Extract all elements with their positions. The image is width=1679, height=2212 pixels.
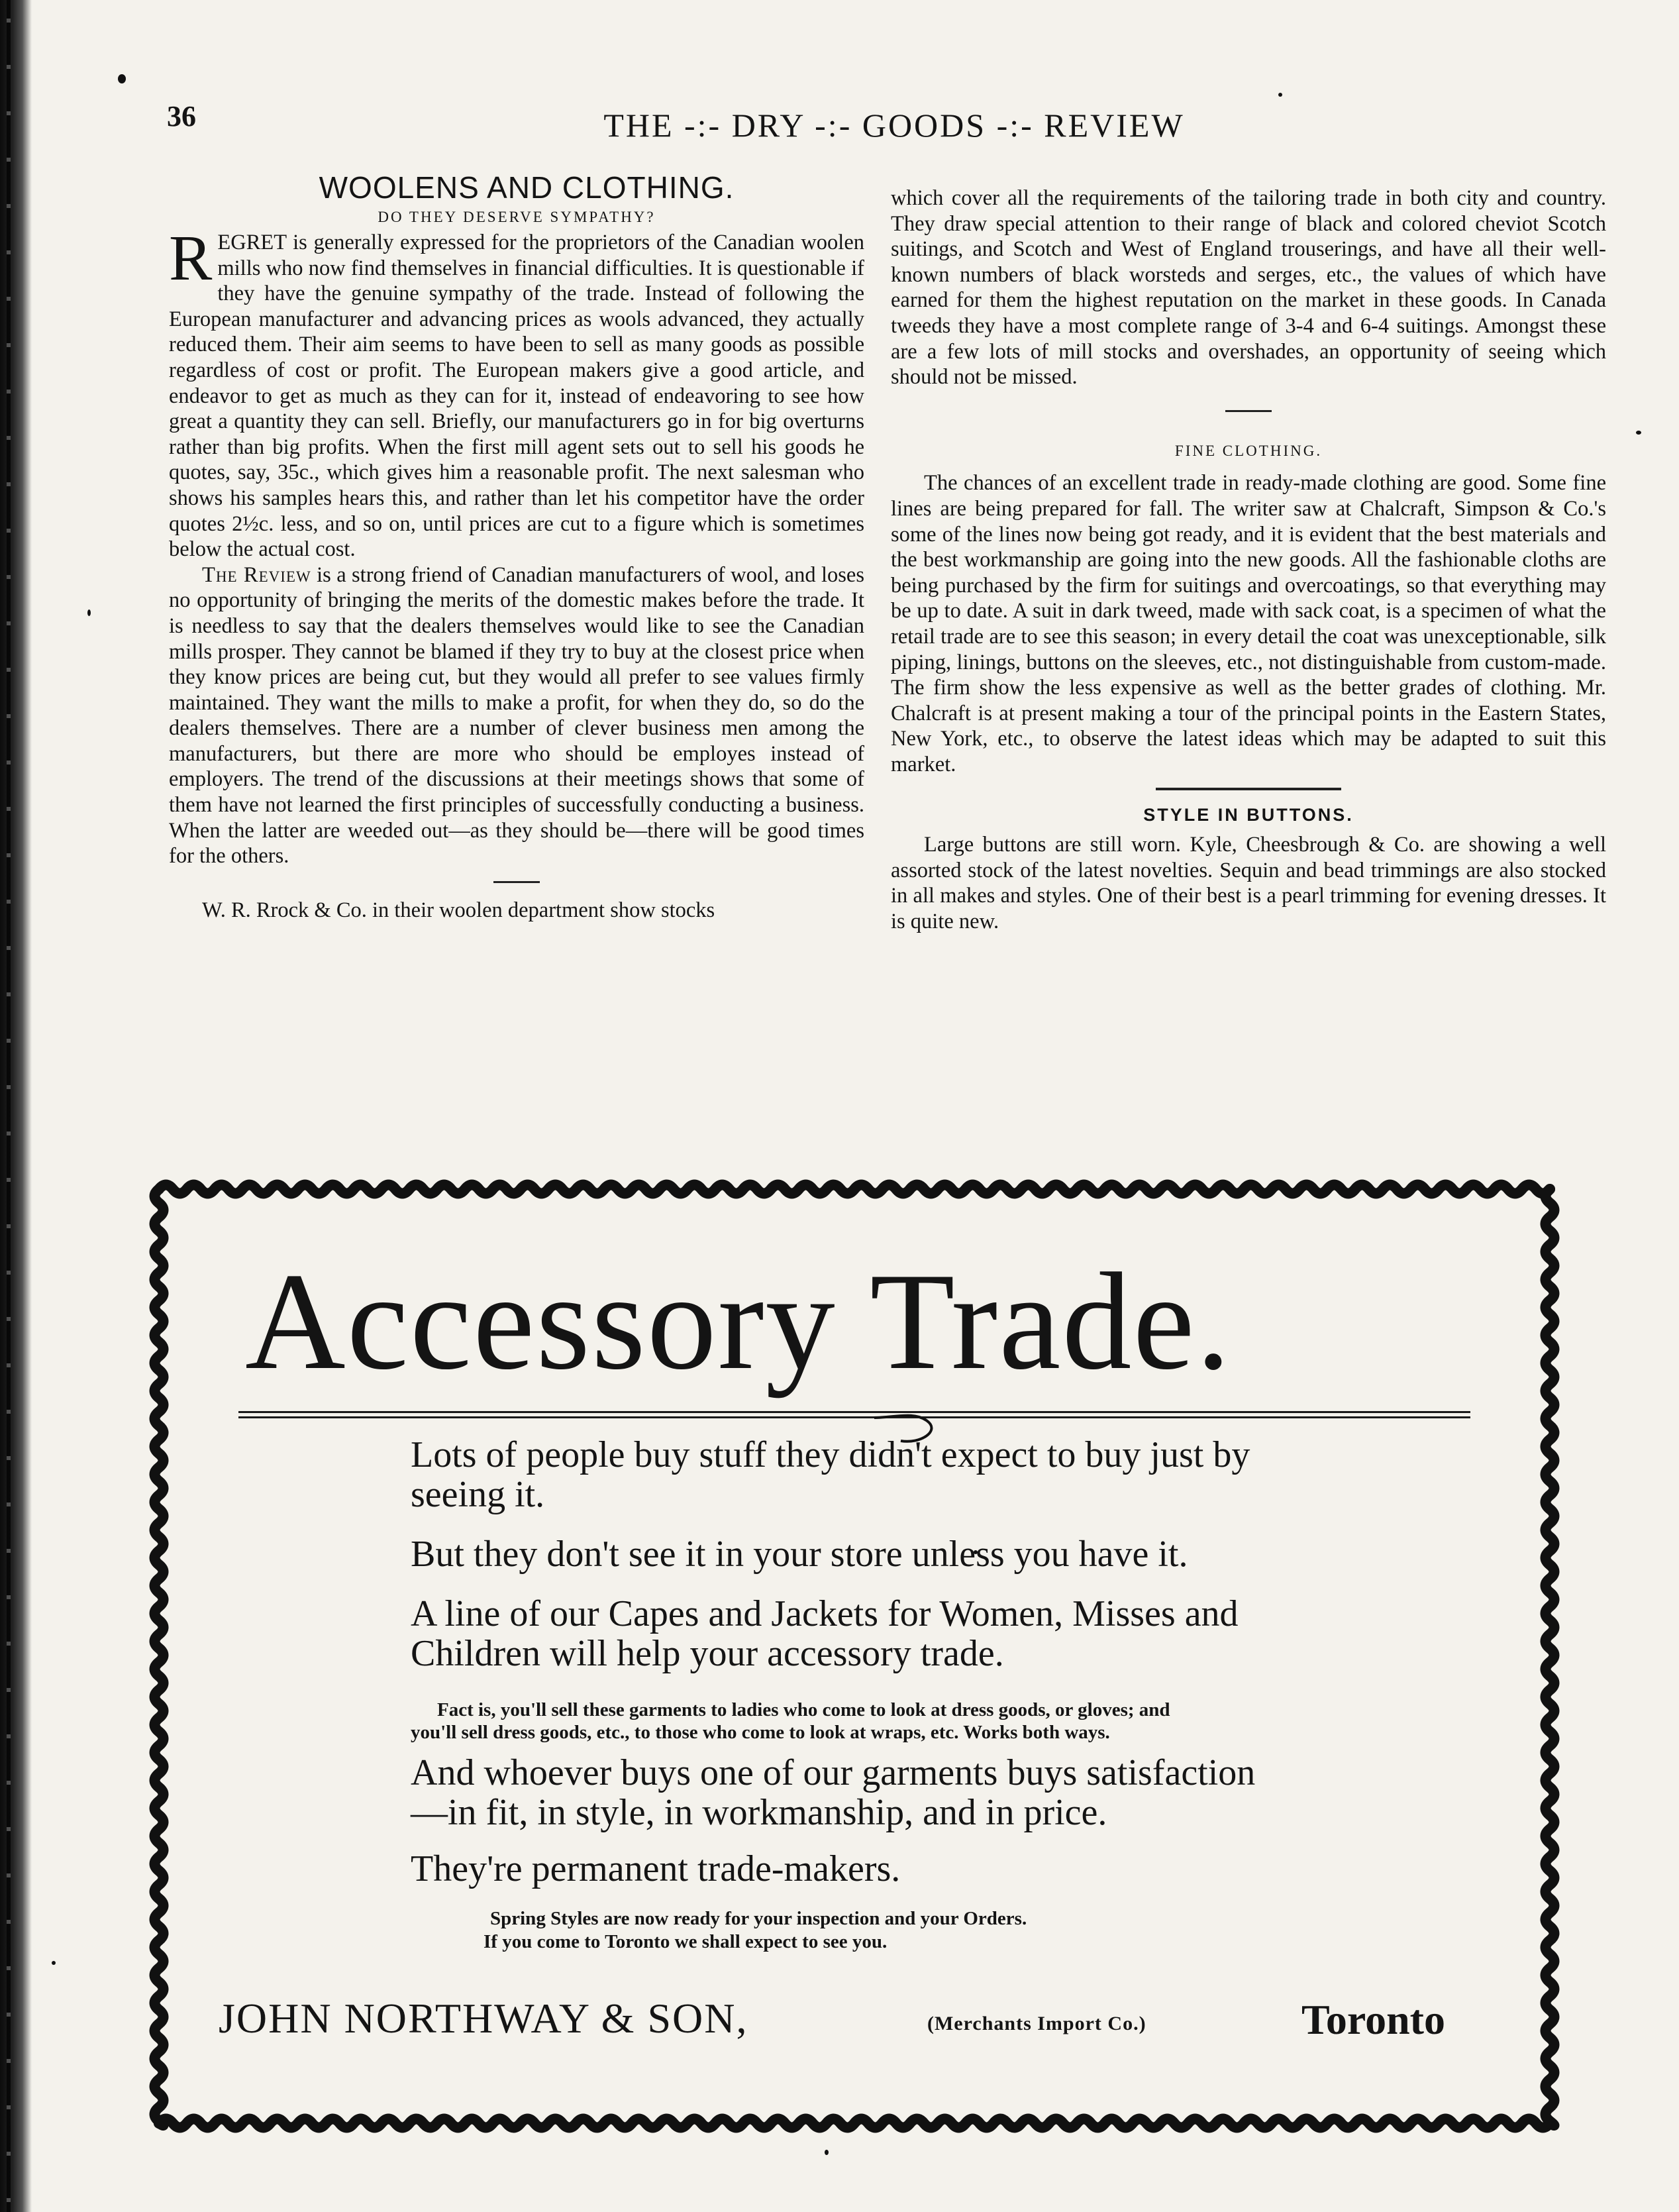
advertiser-subtitle: (Merchants Import Co.) [927, 2013, 1146, 2034]
double-rule [238, 1411, 1470, 1424]
article-paragraph: Large buttons are still worn. Kyle, Cheesbrough & Co. are showing a well assorted stock of the latest novelties. Sequin and bead trimmings are also stocked in all makes and styles. One of their best is a pearl trimming for evening dresses. It is quite new. [891, 833, 1606, 933]
right-column [891, 185, 1606, 934]
section-divider [1225, 410, 1272, 412]
ad-copy-line: And whoever buys one of our garments buys satisfaction [411, 1752, 1256, 1793]
article-subtitle: DO THEY DESERVE SYMPATHY? [378, 209, 656, 225]
ad-copy-line: A line of our Capes and Jackets for Women, Misses and [411, 1593, 1239, 1634]
article-paragraph: The Review is a strong friend of Canadian manufacturers of wool, and loses no opportunity of bringing the merits of the domestic makes before the trade. It is needless to say that the dealers themselves would like to see the Canadian mills prosper. They cannot be blamed if they try to buy at the closest price when they know prices are being cut, but they would all prefer to see values firmly maintained. They want the mills to make a profit, for when they do, so do the dealers themselves. There are a number of clever business men among the manufacturers, but there are more who should be employes instead of employers. The trend of the discussions at their meetings shows that some of them have not learned the first principles of successfully conducting a business. When the latter are weeded out—as they should be—there will be good times for the others. [169, 562, 864, 869]
section-divider [493, 881, 540, 883]
ink-speck [87, 609, 91, 616]
article-paragraph: which cover all the requirements of the tailoring trade in both city and country. They draw special attention to their range of black and colored cheviot Scotch suitings, and Scotch and West of England trouserings, and have all their well-known numbers of black worsteds and serges, etc., the values of which have earned for them the highest reputation on the market in these goods. In Canada tweeds they have a most complete range of 3-4 and 6-4 suitings. Amongst these are a few lots of mill stocks and overshades, an opportunity of seeing which should not be missed. [891, 186, 1606, 390]
ad-copy-line: Lots of people buy stuff they didn't expect to buy just by [411, 1434, 1250, 1475]
page-number: 36 [167, 100, 196, 132]
ink-speck [52, 1961, 56, 1965]
ad-fine-print: If you come to Toronto we shall expect to see you. [483, 1931, 888, 1952]
ad-fine-print: Fact is, you'll sell these garments to ladies who come to look at dress goods, or gloves; and [437, 1699, 1170, 1720]
drop-cap: R [169, 223, 213, 294]
advertiser-name: JOHN NORTHWAY & SON, [219, 1995, 748, 2042]
section-heading: STYLE IN BUTTONS. [1143, 805, 1354, 825]
advertiser-city: Toronto [1301, 1996, 1445, 2043]
left-column [169, 169, 864, 923]
section-divider [1156, 788, 1341, 790]
ink-speck [1636, 431, 1641, 435]
ad-copy-line: Children will help your accessory trade. [411, 1633, 1004, 1674]
article-paragraph: The chances of an excellent trade in ready-made clothing are good. Some fine lines are being prepared for fall. The writer saw at Chalcraft, Simpson & Co.'s some of the lines now being got ready, and it is evident that the best materials and the best workmanship are going into the new goods. All the fashionable cloths are being purchased by the firm for suitings and overcoatings, so that everything may be up to date. A suit in dark tweed, made with sack coat, is a specimen of what the retail trade are to see this season; in every detail the coat was unexceptionable, silk piping, linings, buttons on the sleeves, etc., not distinguishable from custom-made. The firm show the less expensive as well as the better grades of clothing. Mr. Chalcraft is at present making a tour of the principal points in the Eastern States, New York, etc., to observe the latest ideas which may be adapted to suit this market. [891, 471, 1606, 776]
ad-copy-line: They're permanent trade-makers. [411, 1848, 901, 1889]
binding-edge [0, 0, 32, 2212]
ad-fine-print: you'll sell dress goods, etc., to those who come to look at wraps, etc. Works both ways. [411, 1722, 1110, 1743]
running-head: THE -:- DRY -:- GOODS -:- REVIEW [603, 107, 1185, 144]
article-paragraph: W. R. Rrock & Co. in their woolen department show stocks [202, 898, 715, 922]
ink-speck [825, 2150, 829, 2155]
ad-fine-print: Spring Styles are now ready for your inspection and your Orders. [490, 1908, 1027, 1929]
article-paragraph: REGRET is generally expressed for the proprietors of the Canadian woolen mills who now find themselves in financial difficulties. It is questionable if they have the genuine sympathy of the trade. Instead of following the European manufacturer and advancing prices as wools advanced, they actually reduced them. Their aim seems to have been to sell as many goods as possible regardless of cost or profit. The European makers give a good article, and endeavor to get as much as they can for it, instead of endeavoring to see how great a quantity they can sell. Briefly, our manufacturers go in for big overturns rather than big profits. When the first mill agent sets out to sell his goods he quotes, say, 35c., which gives him a reasonable profit. The next salesman who shows his samples hears this, and rather than let his competitor have the order quotes 2½c. less, and so on, until prices are cut to a figure which is sometimes below the actual cost. [169, 223, 864, 562]
ad-headline: Accessory Trade. [245, 1245, 1233, 1398]
ink-speck [1278, 93, 1282, 97]
ad-copy-line: But they don't see it in your store unless you have it. [411, 1534, 1188, 1575]
advertisement-box [146, 1176, 1563, 2136]
article-title: WOOLENS AND CLOTHING. [319, 170, 735, 205]
ad-copy-line: seeing it. [411, 1474, 545, 1515]
ink-speck [118, 74, 126, 83]
section-heading: FINE CLOTHING. [1174, 442, 1323, 459]
ad-copy-line: —in fit, in style, in workmanship, and in price. [411, 1792, 1107, 1833]
